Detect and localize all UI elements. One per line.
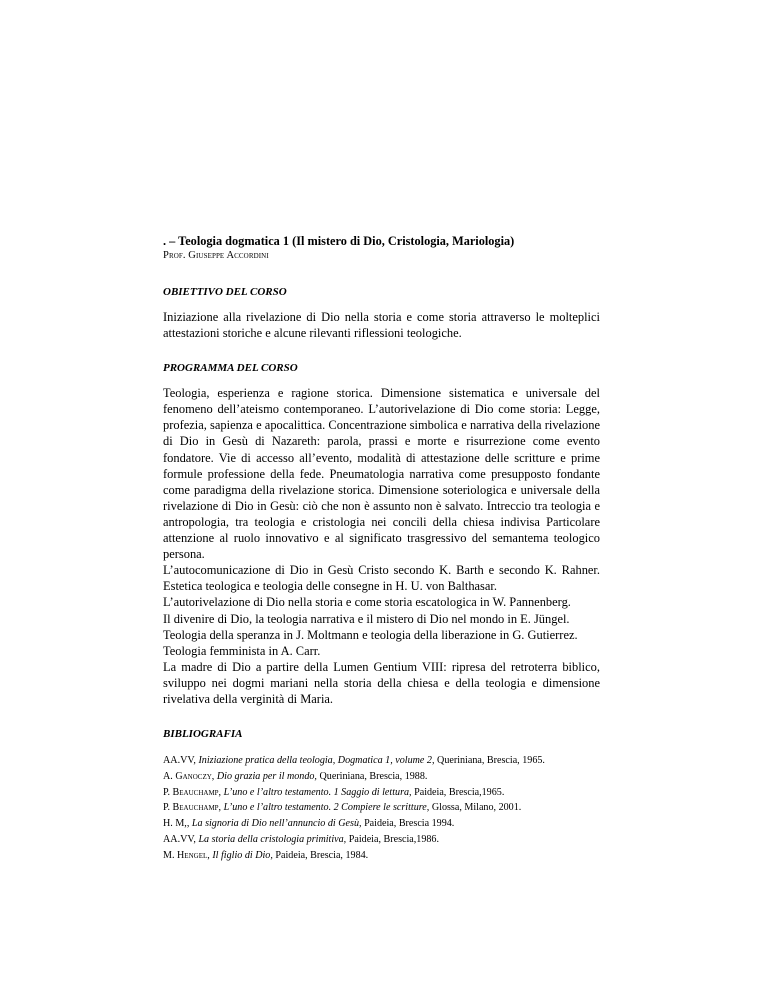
bibliography-item — [163, 832, 600, 848]
program-paragraph: L’autorivelazione di Dio nella storia e come storia escatologica in W. Pannenberg. — [163, 595, 571, 610]
bibliography-title: Iniziazione pratica della teologia, Dogmatica 1, volume 2, — [198, 755, 435, 767]
program-text — [163, 385, 600, 707]
bibliography-author: P. Beauchamp, — [163, 786, 222, 798]
bibliography-author: A. Ganoczy, — [163, 770, 215, 782]
bibliography-title: L’uno e l’altro testamento. 2 Compiere le scritture, — [223, 802, 430, 814]
professor-name: Prof. Giuseppe Accordini — [163, 250, 269, 261]
bibliography-author: P. Beauchamp, — [163, 802, 222, 814]
objective-text: Iniziazione alla rivelazione di Dio nella storia e come storia attraverso le molteplici attestazioni storiche e alcune rilevanti riflessioni teologiche. — [163, 310, 600, 341]
bibliography-title: Il figlio di Dio, — [212, 849, 273, 861]
bibliography-item — [163, 785, 600, 801]
bibliography-title: Dio grazia per il mondo, — [216, 770, 317, 782]
course-page — [163, 234, 600, 864]
bibliography-publisher: Paideia, Brescia,1965. — [414, 786, 505, 798]
bibliography-publisher: Glossa, Milano, 2001. — [431, 802, 522, 814]
bibliography-item — [163, 816, 600, 832]
bibliography-title: La storia della cristologia primitiva, — [198, 834, 347, 846]
objective-heading: OBIETTIVO DEL CORSO — [163, 286, 287, 298]
program-paragraph: Teologia, esperienza e ragione storica. Dimensione sistematica e universale del fenomeno dell’ateismo contemporaneo. L’autorivelazione di Dio come storia: Legge, profezia, sapienza e apocalittica. Concentrazione simbolica e narrativa della rivelazione di Dio in Gesù di Nazareth: parola, prassi e morte e risurrezione come evento fondatore. Vie di accesso all’evento, modalità di attestazione delle scritture e prime formule professione della fede. Pneumatologia narrativa come presupposto fondante come paradigma della rivelazione storica. Dimensione soteriologica e universale della rivelazione di Dio in Gesù: ciò che non è assunto non è salvato. Intreccio tra teologia e antropologia, tra teologia e cristologia nei concili della chiesa indivisa Particolare attenzione al ruolo innovativo e al significato trasgressivo del semantema teologico persona. — [163, 386, 600, 562]
bibliography-title: L’uno e l’altro testamento. 1 Saggio di lettura, — [223, 786, 412, 798]
course-title: . – Teologia dogmatica 1 (Il mistero di Dio, Cristologia, Mariologia) — [163, 234, 515, 248]
bibliography-title: La signoria di Dio nell’annuncio di Gesù, — [191, 818, 362, 830]
program-paragraph: La madre di Dio a partire della Lumen Gentium VIII: ripresa del retroterra biblico, sviluppo nei dogmi mariani nella storia della chiesa e della teologia e dimensione rivelativa della verginità di Maria. — [163, 659, 600, 706]
bibliography-author: AA.VV, — [163, 755, 196, 767]
bibliography-publisher: Queriniana, Brescia, 1965. — [437, 755, 545, 767]
bibliography-publisher: Paideia, Brescia 1994. — [364, 818, 455, 830]
bibliography-publisher: Paideia, Brescia, 1984. — [275, 849, 369, 861]
bibliography-item — [163, 769, 600, 785]
bibliography-item — [163, 800, 600, 816]
program-paragraph: Teologia della speranza in J. Moltmann e teologia della liberazione in G. Gutierrez. — [163, 627, 578, 642]
program-paragraph: Teologia femminista in A. Carr. — [163, 643, 321, 658]
bibliography-author: M. Hengel, — [163, 849, 210, 861]
bibliography-publisher: Queriniana, Brescia, 1988. — [319, 770, 428, 782]
program-paragraph: Il divenire di Dio, la teologia narrativa e il mistero di Dio nel mondo in E. Jüngel. — [163, 611, 570, 626]
bibliography-list — [163, 753, 600, 864]
bibliography-item — [163, 848, 600, 864]
bibliography-heading: BIBLIOGRAFIA — [163, 728, 243, 741]
bibliography-author: AA.VV, — [163, 834, 196, 846]
bibliography-item — [163, 753, 600, 769]
bibliography-publisher: Paideia, Brescia,1986. — [348, 834, 440, 846]
program-paragraph: L’autocomunicazione di Dio in Gesù Cristo secondo K. Barth e secondo K. Rahner. Estetica teologica e teologia delle consegne in H. U. von Balthasar. — [163, 563, 600, 594]
bibliography-author: H. M,, — [163, 818, 190, 830]
program-heading: PROGRAMMA DEL CORSO — [163, 362, 298, 375]
